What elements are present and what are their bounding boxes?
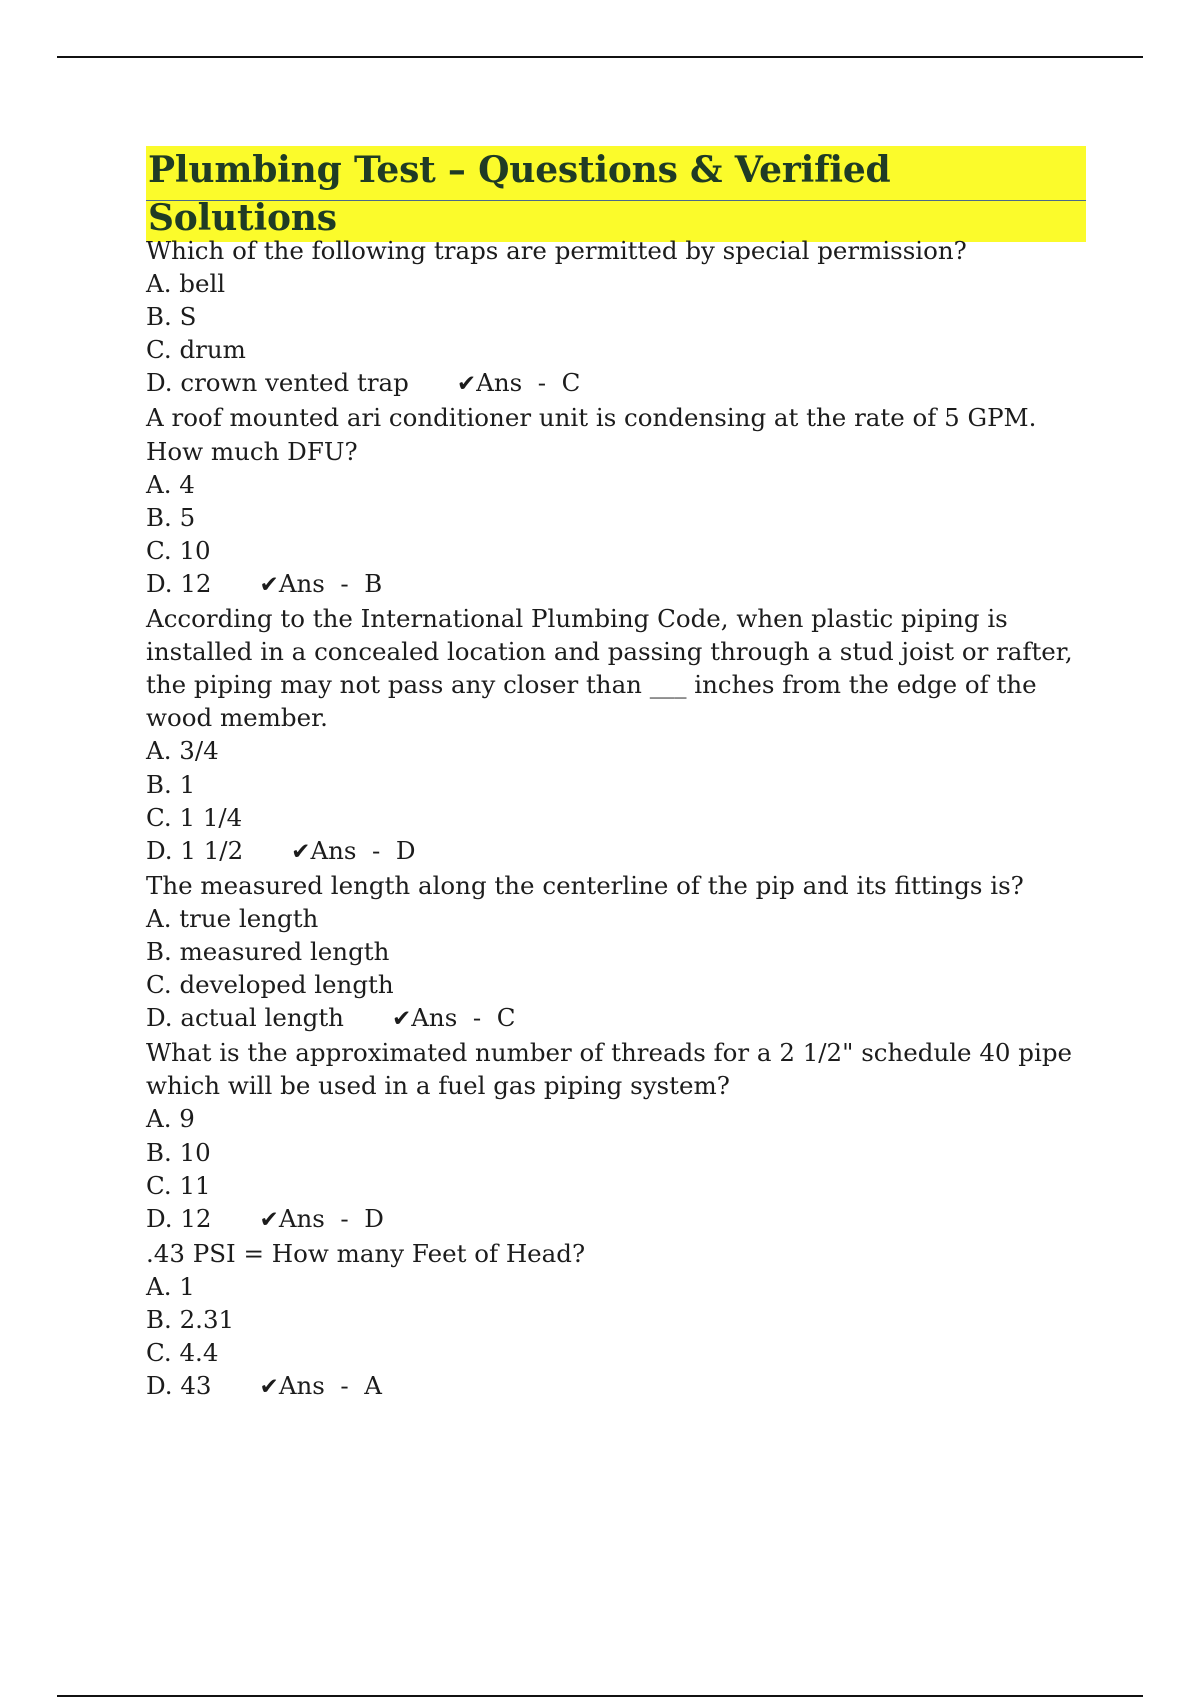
option-text: A. 3/4 (146, 736, 219, 766)
question-text: installed in a concealed location and passing through a stud joist or rafter, (146, 637, 1073, 667)
checkmark-icon: ✔ (456, 371, 477, 398)
option-text: C. 11 (146, 1170, 211, 1200)
question-text: the piping may not pass any closer than ___ inches from the edge of the (146, 670, 1037, 700)
answer-key (260, 1369, 382, 1404)
answer-value: D (364, 1203, 384, 1233)
answer-option (146, 300, 1086, 333)
option-text: D. 12 (146, 568, 212, 598)
answer-option (146, 968, 1086, 1001)
title-block (146, 146, 1086, 242)
answer-option (146, 1202, 1086, 1237)
answer-key (260, 567, 383, 602)
answer-value: B (364, 568, 383, 598)
answer-label: Ans - (310, 835, 381, 865)
option-text: A. bell (146, 269, 226, 299)
question-text: How much DFU? (146, 436, 358, 466)
footer-rule (57, 1695, 1143, 1697)
question-text: Which of the following traps are permitted by special permission? (146, 236, 967, 265)
answer-option (146, 1303, 1086, 1336)
question-text: According to the International Plumbing Code, when plastic piping is (146, 604, 1008, 634)
answer-option (146, 1336, 1086, 1369)
answer-option (146, 366, 1086, 401)
answer-option (146, 801, 1086, 834)
question-block (146, 1036, 1086, 1237)
question-text: A roof mounted ari conditioner unit is condensing at the rate of 5 GPM. (146, 403, 1037, 433)
option-text: A. true length (146, 903, 319, 933)
answer-value: C (496, 1003, 516, 1033)
answer-label: Ans - (411, 1003, 482, 1033)
option-text: D. 1 1/2 (146, 835, 244, 865)
question-text: What is the approximated number of threads for a 2 1/2" schedule 40 pipe (146, 1038, 1073, 1068)
option-text: B. 5 (146, 502, 196, 532)
option-text: C. 10 (146, 535, 211, 565)
answer-option (146, 1001, 1086, 1036)
answer-value: D (395, 835, 416, 865)
answer-key (260, 1202, 384, 1237)
answer-value: A (364, 1371, 382, 1401)
option-text: C. 4.4 (146, 1338, 219, 1368)
question-block (146, 234, 1086, 401)
answer-option (146, 1369, 1086, 1404)
option-text: B. 2.31 (146, 1305, 235, 1334)
answer-option (146, 501, 1086, 534)
question-text: which will be used in a fuel gas piping system? (146, 1071, 730, 1101)
answer-option (146, 834, 1086, 869)
option-text: B. 10 (146, 1137, 211, 1167)
option-text: A. 1 (146, 1271, 195, 1301)
answer-label: Ans - (476, 368, 547, 398)
answer-label: Ans - (278, 568, 349, 598)
question-text: .43 PSI = How many Feet of Head? (146, 1238, 586, 1268)
answer-option (146, 734, 1086, 767)
option-text: D. crown vented trap (146, 368, 409, 398)
answer-value: C (561, 368, 581, 398)
answer-option (146, 902, 1086, 935)
answer-key (457, 366, 581, 401)
answer-label: Ans - (278, 1203, 349, 1233)
title-underline (146, 200, 1086, 201)
answer-option (146, 567, 1086, 602)
option-text: C. developed length (146, 970, 394, 1000)
qa-content (146, 234, 1086, 1404)
option-text: B. 1 (146, 769, 196, 799)
page-title: Plumbing Test – Questions & Verified Solutions (146, 146, 1086, 242)
answer-option (146, 1102, 1086, 1135)
answer-option (146, 1136, 1086, 1169)
question-text: The measured length along the centerline of the pip and its fittings is? (146, 870, 1024, 900)
answer-option (146, 768, 1086, 801)
checkmark-icon: ✔ (259, 1206, 279, 1233)
checkmark-icon: ✔ (259, 1374, 279, 1401)
option-text: D. 12 (146, 1203, 212, 1233)
answer-option (146, 333, 1086, 366)
answer-option (146, 935, 1086, 968)
answer-key (291, 834, 415, 869)
answer-option (146, 1270, 1086, 1303)
option-text: A. 9 (146, 1104, 195, 1134)
option-text: C. 1 1/4 (146, 802, 243, 832)
option-text: C. drum (146, 335, 246, 365)
option-text: B. measured length (146, 936, 390, 966)
question-block (146, 1237, 1086, 1404)
option-text: D. 43 (146, 1371, 212, 1401)
question-block (146, 401, 1086, 602)
option-text: B. S (146, 302, 197, 332)
option-text: D. actual length (146, 1003, 344, 1033)
checkmark-icon: ✔ (391, 1006, 412, 1033)
answer-key (392, 1001, 516, 1036)
option-text: A. 4 (146, 469, 195, 499)
question-block (146, 869, 1086, 1036)
checkmark-icon: ✔ (291, 838, 311, 865)
answer-option (146, 1169, 1086, 1202)
checkmark-icon: ✔ (259, 571, 279, 598)
answer-option (146, 267, 1086, 300)
answer-option (146, 468, 1086, 501)
answer-label: Ans - (278, 1371, 349, 1401)
question-block (146, 602, 1086, 869)
header-rule (57, 56, 1143, 58)
question-text: wood member. (146, 703, 328, 733)
answer-option (146, 534, 1086, 567)
